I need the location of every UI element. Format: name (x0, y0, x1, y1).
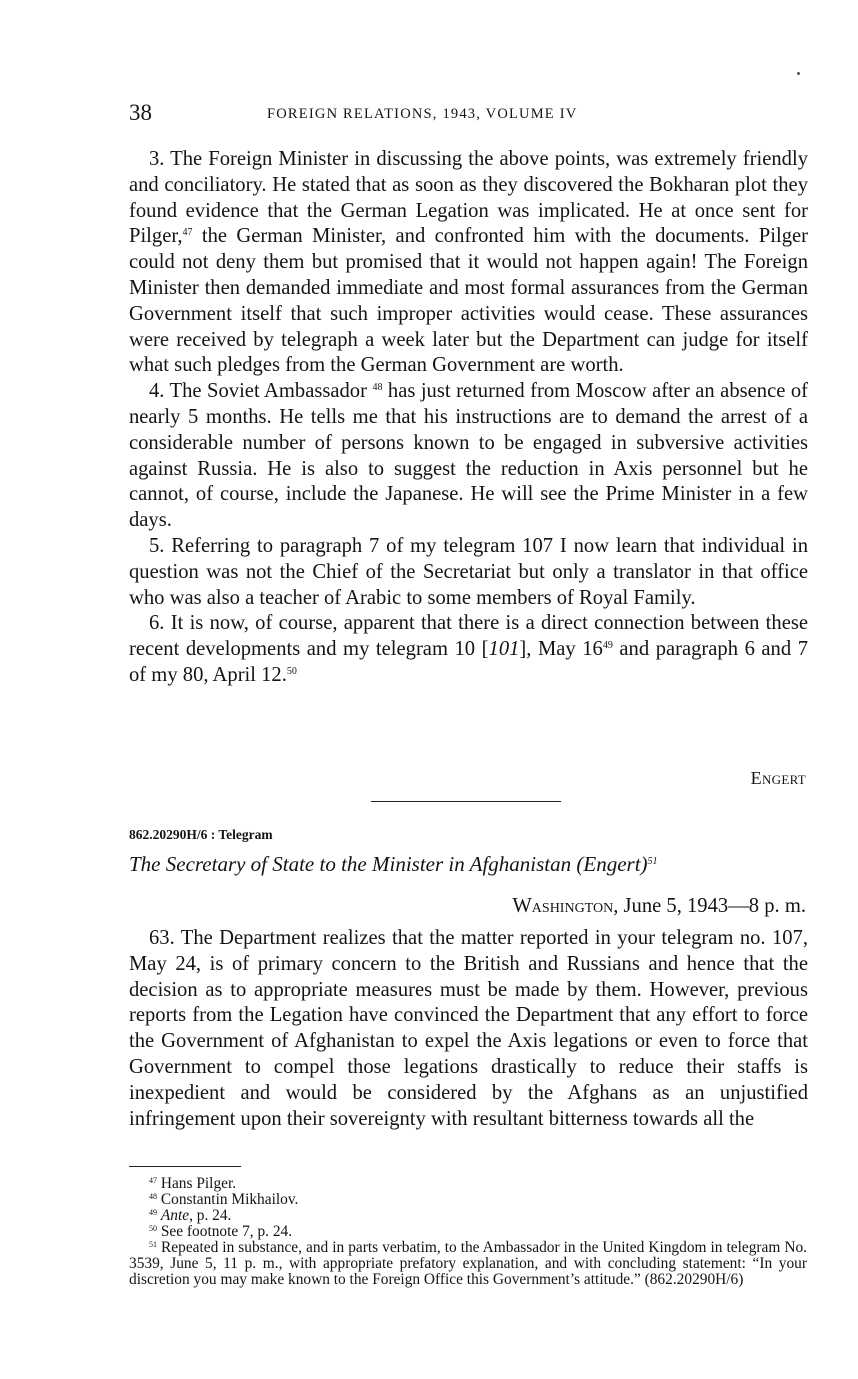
signature: Engert (750, 768, 806, 788)
dateline-date: , June 5, 1943—8 p. m. (613, 895, 806, 917)
dateline-place: Washington (512, 895, 614, 917)
telegram-number-italic: 101 (488, 638, 520, 661)
page-number: 38 (129, 100, 152, 125)
section-divider (371, 801, 561, 802)
document-title: The Secretary of State to the Minister in Afghanistan (Engert)$^{51}$ (129, 852, 658, 876)
document-one-body (129, 147, 808, 689)
page-header (129, 100, 809, 130)
paragraph-4: 4. The Soviet Ambassador $^{48}$ has just returned from Moscow after an absence of nearly 5 months. He tells me that his instructions are to demand the arrest of a considerable number of persons known to be engaged in subversive activities against Russia. He is also to suggest the reduction in Axis personnel but he cannot, of course, include the Japanese. He will see the Prime Minister in a few days. (129, 380, 808, 532)
footnote-ref-48: 48 (372, 382, 383, 394)
footnote-rule (129, 1166, 241, 1167)
footnote-ref-49: 49 (602, 640, 613, 652)
paragraph-3: 3. The Foreign Minister in discussing the above points, was extremely friendly and conciliatory. He stated that as soon as they discovered the Bokharan plot they found evidence that the German Legation was implicated. He at once sent for Pilger,$^{47}$ the German Minister, and confronted him with the documents. Pilger could not deny them but promised that it would not happen again! The Foreign Minister then demanded immediate and most formal assurances from the German Government itself that such improper activities would cease. These assurances were received by telegraph a week later but the Department can judge for itself what such pledges from the German Government are worth. (129, 148, 808, 377)
footnote-51: $^{51}$ Repeated in substance, and in parts verbatim, to the Ambassador in the United Kingdom in telegram No. 3539, June 5, 11 p. m., with appropriate prefatory explanation, and with concluding statement: “In your discretion you may make known to the Foreign Office this Government’s attitude.” (862.20290H/6) (129, 1239, 808, 1288)
paragraph-6: 6. It is now, of course, apparent that there is a direct connection between these recent developments and my telegram 10 [101], May $16^{49}$ and paragraph 6 and 7 of my 80, April 12.50 (129, 612, 808, 686)
footnote-49: $^{49}$ Ante, p. 24. (149, 1207, 232, 1224)
dateline (400, 895, 806, 918)
footnote-ref-50: 50 (286, 665, 297, 677)
footnote-ref-47: 47 (182, 227, 193, 239)
paragraph-63: 63. The Department realizes that the matter reported in your telegram no. 107, May 24, is of primary concern to the British and Russians and hence that the decision as to appropriate measures must be made by them. However, previous reports from the Legation have convinced the Department that any effort to force the Government of Afghanistan to expel the Axis legations or even to force that Government to compel those legations drastically to reduce their staffs is inexpedient and would be considered by the Afghans as an unjustified infringement upon their sovereignty with resultant bitterness towards all the (129, 927, 808, 1130)
file-reference: 862.20290H/6 : Telegram (129, 827, 273, 842)
footnotes (129, 1176, 807, 1288)
footnote-ref-51: 51 (647, 856, 658, 867)
speck-mark (797, 72, 800, 75)
paragraph-5: 5. Referring to paragraph 7 of my telegram 107 I now learn that individual in question was not the Chief of the Secretariat but only a translator in that office who was also a teacher of Arabic to some members of Royal Family. (129, 534, 808, 609)
footnote-50: $^{50}$ See footnote 7, p. 24. (149, 1223, 293, 1240)
footnote-48: $^{48}$ Constantin Mikhailov. (149, 1191, 299, 1208)
document-two-body (129, 926, 808, 1132)
footnote-47: $^{47}$ Hans Pilger. (149, 1175, 237, 1192)
running-head: FOREIGN RELATIONS, 1943, VOLUME IV (267, 106, 578, 122)
